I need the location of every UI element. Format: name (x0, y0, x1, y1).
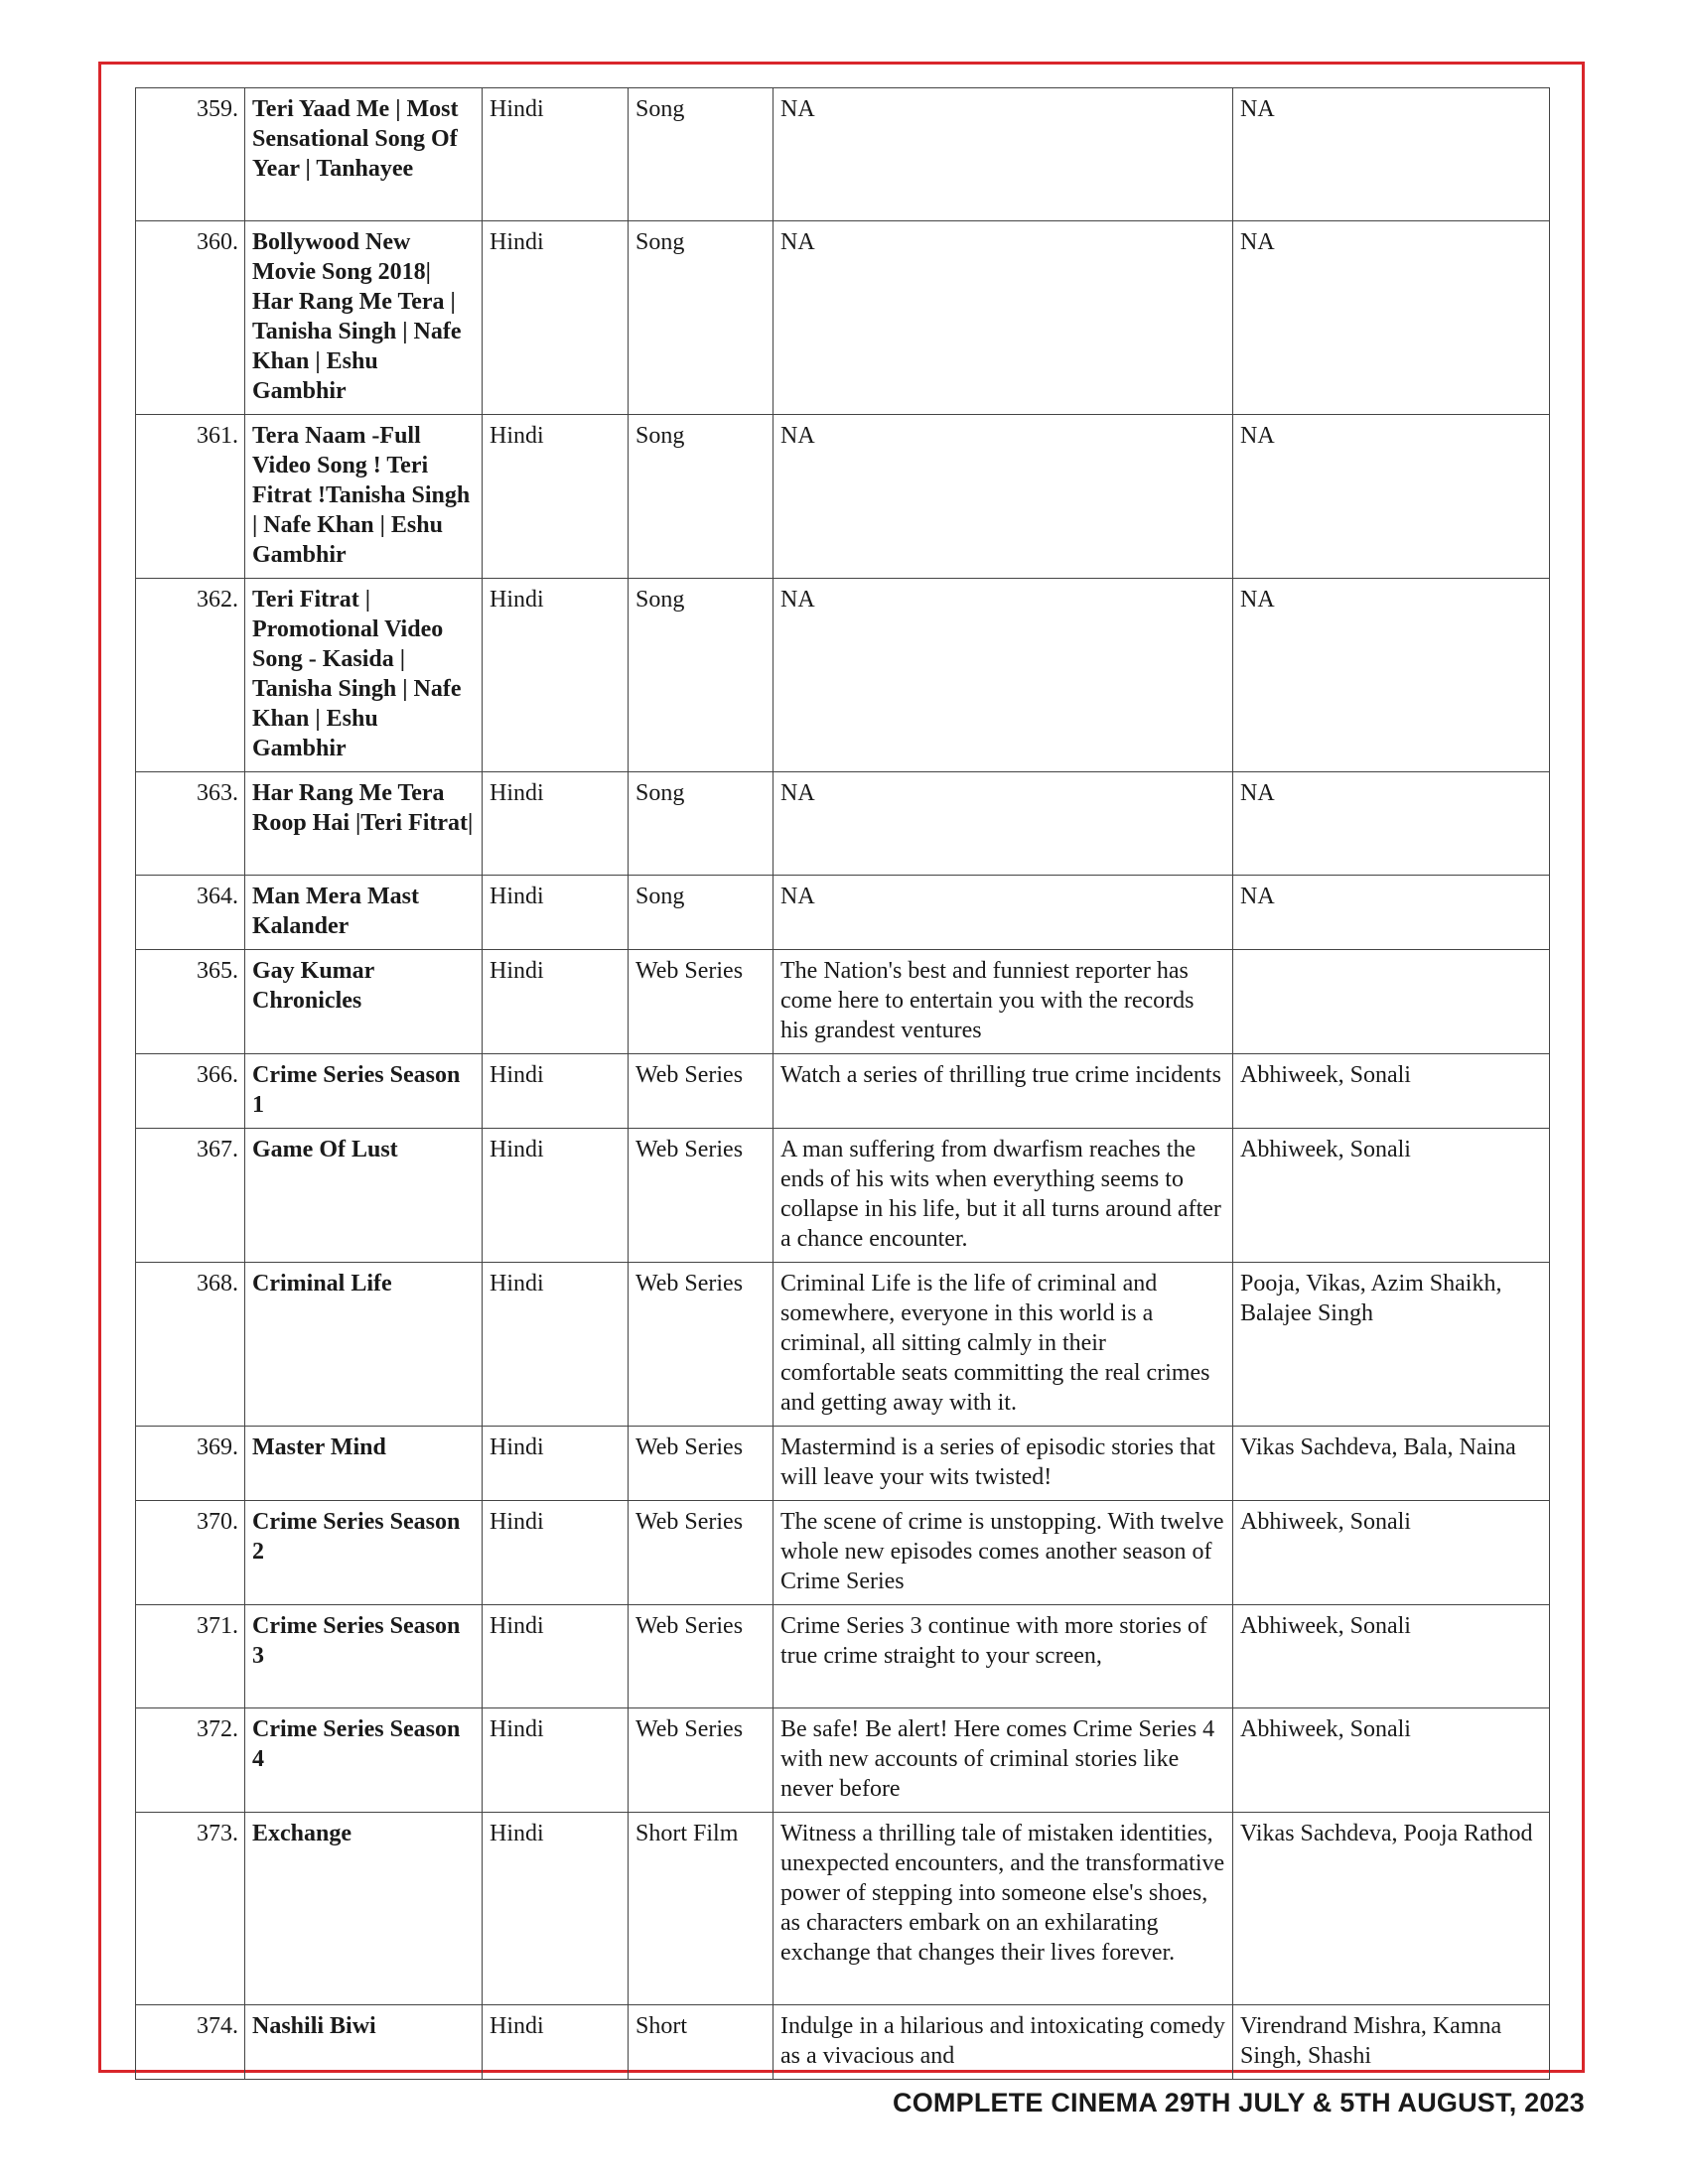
row-number: 364. (136, 876, 245, 950)
row-language: Hindi (483, 876, 629, 950)
row-synopsis: Criminal Life is the life of criminal and somewhere, everyone in this world is a criminal, all sitting calmly in their comfortable seats committing the real crimes and getting away with it. (774, 1263, 1233, 1427)
row-title: Crime Series Season 3 (245, 1605, 483, 1708)
row-language: Hindi (483, 772, 629, 876)
table-row (136, 1054, 1550, 1129)
row-title: Man Mera Mast Kalander (245, 876, 483, 950)
row-type: Web Series (629, 950, 774, 1054)
row-type: Web Series (629, 1427, 774, 1501)
row-language: Hindi (483, 1708, 629, 1813)
row-synopsis: NA (774, 772, 1233, 876)
row-number: 363. (136, 772, 245, 876)
row-cast: NA (1233, 415, 1550, 579)
row-cast: Vikas Sachdeva, Bala, Naina (1233, 1427, 1550, 1501)
row-type: Web Series (629, 1708, 774, 1813)
row-number: 361. (136, 415, 245, 579)
row-type: Web Series (629, 1263, 774, 1427)
table-row (136, 415, 1550, 579)
row-language: Hindi (483, 1605, 629, 1708)
table-row (136, 1129, 1550, 1263)
table-row (136, 876, 1550, 950)
row-synopsis: The Nation's best and funniest reporter has come here to entertain you with the records his grandest ventures (774, 950, 1233, 1054)
row-title: Har Rang Me Tera Roop Hai |Teri Fitrat| (245, 772, 483, 876)
table-row (136, 950, 1550, 1054)
row-synopsis: Indulge in a hilarious and intoxicating comedy as a vivacious and (774, 2005, 1233, 2080)
row-number: 359. (136, 88, 245, 221)
row-type: Short Film (629, 1813, 774, 2005)
row-synopsis: Watch a series of thrilling true crime incidents (774, 1054, 1233, 1129)
row-number: 370. (136, 1501, 245, 1605)
table-row (136, 1427, 1550, 1501)
row-language: Hindi (483, 579, 629, 772)
row-number: 367. (136, 1129, 245, 1263)
row-number: 362. (136, 579, 245, 772)
row-language: Hindi (483, 1129, 629, 1263)
row-language: Hindi (483, 221, 629, 415)
row-title: Crime Series Season 2 (245, 1501, 483, 1605)
row-language: Hindi (483, 88, 629, 221)
table-row (136, 772, 1550, 876)
row-synopsis: A man suffering from dwarfism reaches the ends of his wits when everything seems to collapse in his life, but it all turns around after a chance encounter. (774, 1129, 1233, 1263)
row-synopsis: The scene of crime is unstopping. With twelve whole new episodes comes another season of Crime Series (774, 1501, 1233, 1605)
row-title: Gay Kumar Chronicles (245, 950, 483, 1054)
page-footer: COMPLETE CINEMA 29TH JULY & 5TH AUGUST, 2023 (893, 2088, 1585, 2117)
table-row (136, 2005, 1550, 2080)
row-title: Tera Naam -Full Video Song ! Teri Fitrat !Tanisha Singh | Nafe Khan | Eshu Gambhir (245, 415, 483, 579)
table-row (136, 1813, 1550, 2005)
row-number: 369. (136, 1427, 245, 1501)
row-title: Exchange (245, 1813, 483, 2005)
row-title: Game Of Lust (245, 1129, 483, 1263)
row-cast: NA (1233, 772, 1550, 876)
table-row (136, 579, 1550, 772)
row-language: Hindi (483, 950, 629, 1054)
row-cast: Pooja, Vikas, Azim Shaikh, Balajee Singh (1233, 1263, 1550, 1427)
row-cast: Vikas Sachdeva, Pooja Rathod (1233, 1813, 1550, 2005)
row-cast: NA (1233, 88, 1550, 221)
row-synopsis: NA (774, 88, 1233, 221)
row-language: Hindi (483, 1054, 629, 1129)
table-row (136, 1708, 1550, 1813)
row-number: 371. (136, 1605, 245, 1708)
row-type: Song (629, 579, 774, 772)
row-cast: Abhiweek, Sonali (1233, 1129, 1550, 1263)
row-type: Song (629, 772, 774, 876)
row-type: Web Series (629, 1129, 774, 1263)
row-title: Master Mind (245, 1427, 483, 1501)
row-cast: NA (1233, 579, 1550, 772)
row-synopsis: Witness a thrilling tale of mistaken identities, unexpected encounters, and the transformative power of stepping into someone else's shoes, as characters embark on an exhilarating exchange that changes their lives forever. (774, 1813, 1233, 2005)
row-type: Web Series (629, 1054, 774, 1129)
row-synopsis: NA (774, 221, 1233, 415)
row-language: Hindi (483, 1427, 629, 1501)
row-language: Hindi (483, 2005, 629, 2080)
row-title: Bollywood New Movie Song 2018| Har Rang Me Tera | Tanisha Singh | Nafe Khan | Eshu Gambhir (245, 221, 483, 415)
row-cast (1233, 950, 1550, 1054)
row-synopsis: Crime Series 3 continue with more stories of true crime straight to your screen, (774, 1605, 1233, 1708)
row-cast: Abhiweek, Sonali (1233, 1605, 1550, 1708)
row-cast: Virendrand Mishra, Kamna Singh, Shashi (1233, 2005, 1550, 2080)
row-language: Hindi (483, 1263, 629, 1427)
table-row (136, 88, 1550, 221)
row-type: Song (629, 415, 774, 579)
table-body (136, 88, 1550, 2080)
row-synopsis: NA (774, 415, 1233, 579)
row-synopsis: Mastermind is a series of episodic stories that will leave your wits twisted! (774, 1427, 1233, 1501)
row-type: Song (629, 88, 774, 221)
row-title: Crime Series Season 4 (245, 1708, 483, 1813)
row-number: 373. (136, 1813, 245, 2005)
row-number: 365. (136, 950, 245, 1054)
row-language: Hindi (483, 415, 629, 579)
row-synopsis: Be safe! Be alert! Here comes Crime Series 4 with new accounts of criminal stories like never before (774, 1708, 1233, 1813)
row-language: Hindi (483, 1501, 629, 1605)
row-cast: NA (1233, 876, 1550, 950)
row-cast: Abhiweek, Sonali (1233, 1708, 1550, 1813)
row-number: 374. (136, 2005, 245, 2080)
row-synopsis: NA (774, 579, 1233, 772)
row-type: Web Series (629, 1605, 774, 1708)
row-type: Web Series (629, 1501, 774, 1605)
table-row (136, 221, 1550, 415)
row-type: Short (629, 2005, 774, 2080)
content-listing-table (135, 87, 1550, 2080)
table-row (136, 1263, 1550, 1427)
row-title: Teri Yaad Me | Most Sensational Song Of Year | Tanhayee (245, 88, 483, 221)
row-type: Song (629, 221, 774, 415)
row-cast: Abhiweek, Sonali (1233, 1501, 1550, 1605)
row-number: 360. (136, 221, 245, 415)
row-type: Song (629, 876, 774, 950)
row-cast: NA (1233, 221, 1550, 415)
row-number: 366. (136, 1054, 245, 1129)
row-title: Crime Series Season 1 (245, 1054, 483, 1129)
table-row (136, 1501, 1550, 1605)
table-row (136, 1605, 1550, 1708)
row-number: 372. (136, 1708, 245, 1813)
row-cast: Abhiweek, Sonali (1233, 1054, 1550, 1129)
row-synopsis: NA (774, 876, 1233, 950)
row-title: Teri Fitrat | Promotional Video Song - Kasida | Tanisha Singh | Nafe Khan | Eshu Gambhir (245, 579, 483, 772)
row-title: Criminal Life (245, 1263, 483, 1427)
row-number: 368. (136, 1263, 245, 1427)
row-title: Nashili Biwi (245, 2005, 483, 2080)
row-language: Hindi (483, 1813, 629, 2005)
